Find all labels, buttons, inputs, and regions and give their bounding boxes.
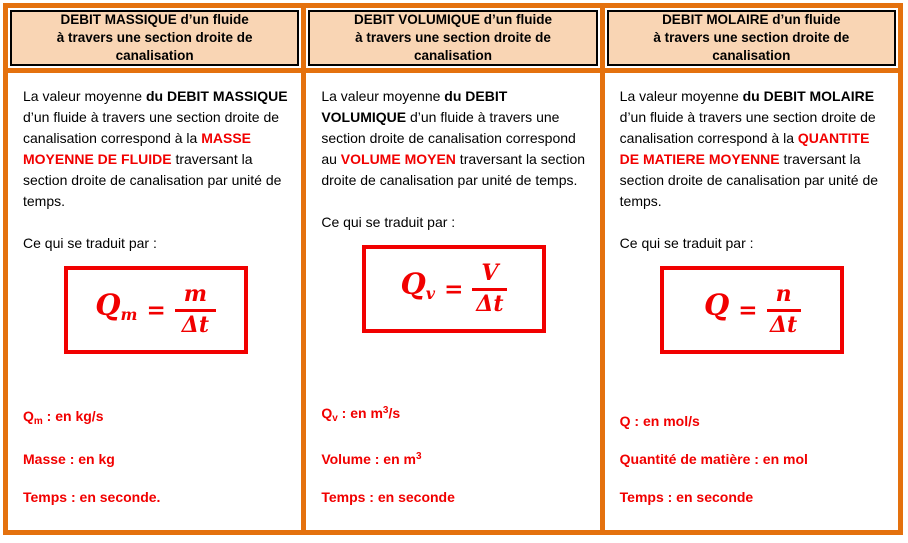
header-title-molaire <box>607 10 896 66</box>
definition-paragraph <box>23 86 288 212</box>
formula-intro: Ce qui se traduit par : <box>619 235 754 251</box>
fraction <box>767 282 801 338</box>
text-run: traversant la section droite de canalisation par unité de temps. <box>321 151 586 188</box>
fraction-numerator: m <box>175 282 216 311</box>
formula-subscript: m <box>120 305 138 324</box>
formula-box-q <box>660 266 844 354</box>
header-line: canalisation <box>712 48 791 63</box>
bold-run: du DEBIT MOLAIRE <box>742 88 875 104</box>
header-title-volumique <box>308 10 597 66</box>
header-cell-molaire <box>605 8 898 73</box>
equals-sign: = <box>738 296 758 324</box>
equals-sign: = <box>146 296 166 324</box>
body-cell-volumique <box>306 73 599 530</box>
formula-intro: Ce qui se traduit par : <box>23 235 157 251</box>
header-line: à travers une section droite de <box>355 30 551 45</box>
text-run: La valeur moyenne <box>321 88 445 104</box>
fraction-denominator: Δt <box>476 290 504 317</box>
red-emphasis-run: MASSE MOYENNE DE FLUIDE <box>23 130 252 167</box>
fraction <box>472 261 507 317</box>
formula-box-qv <box>362 245 546 333</box>
body-cell-molaire <box>605 73 898 530</box>
text-run: traversant la section droite de canalisation par unité de temps. <box>619 151 879 209</box>
text-run: d’un fluide à travers une section droite de canalisation correspond à la <box>23 109 280 146</box>
unit-line-flow: $Q_m$ : en kg/s <box>23 408 104 427</box>
unit-line-quantity: Volume : en $m^3$ <box>321 451 422 467</box>
equals-sign: = <box>444 275 464 303</box>
text-run: La valeur moyenne <box>23 88 146 104</box>
formula-lhs: Qv <box>400 267 436 303</box>
units-block <box>23 406 288 508</box>
fraction-denominator: Δt <box>769 311 798 338</box>
unit-subscript: v <box>332 413 338 424</box>
unit-line-time: Temps : en seconde <box>321 489 455 505</box>
column-debit-molaire <box>600 8 898 530</box>
header-line: à travers une section droite de <box>653 30 850 45</box>
text-run: d’un fluide à travers une section droite de canalisation correspond à la <box>619 109 876 146</box>
definition-paragraph <box>321 86 586 191</box>
units-block <box>620 411 885 508</box>
formula-lhs: Qm <box>95 288 138 324</box>
unit-subscript: m <box>33 416 43 427</box>
text-run: La valeur moyenne <box>619 88 743 104</box>
definition-paragraph <box>620 86 885 212</box>
header-cell-massique <box>8 8 301 73</box>
header-line: DEBIT VOLUMIQUE d’un fluide <box>353 12 552 27</box>
fraction-denominator: Δt <box>181 311 209 338</box>
fraction-numerator: V <box>472 261 507 290</box>
body-cell-massique <box>8 73 301 530</box>
header-line: DEBIT MASSIQUE d’un fluide <box>60 12 249 27</box>
formula-box-qm <box>64 266 248 354</box>
header-line: canalisation <box>413 48 492 63</box>
formula-lhs: Q <box>704 288 730 322</box>
unit-line-quantity: Masse : en kg <box>23 451 115 467</box>
unit-superscript: 3 <box>382 405 389 416</box>
column-debit-massique <box>8 8 301 530</box>
header-title-massique <box>10 10 299 66</box>
header-cell-volumique <box>306 8 599 73</box>
text-run: d’un fluide à travers une section droite de canalisation correspond au <box>321 109 576 167</box>
red-emphasis-run: VOLUME MOYEN <box>340 151 456 167</box>
fraction <box>175 282 216 338</box>
red-emphasis-run: QUANTITE DE MATIERE MOYENNE <box>619 130 870 167</box>
column-debit-volumique <box>301 8 599 530</box>
header-line: DEBIT MOLAIRE d’un fluide <box>662 12 841 27</box>
formula-subscript: v <box>425 284 436 303</box>
text-run: traversant la section droite de canalisation par unité de temps. <box>23 151 282 209</box>
debit-table <box>3 3 903 535</box>
units-block <box>321 400 586 508</box>
unit-line-time: Temps : en seconde. <box>23 489 161 505</box>
header-line: canalisation <box>115 48 194 63</box>
unit-line-flow: Q : en mol/s <box>619 413 700 429</box>
unit-line-flow: $Q_v$ : en $m^3/s$ <box>321 405 401 424</box>
unit-line-time: Temps : en seconde <box>619 489 754 505</box>
unit-line-quantity: Quantité de matière : en mol <box>619 451 808 467</box>
header-line: à travers une section droite de <box>56 30 253 45</box>
bold-run: du DEBIT VOLUMIQUE <box>321 88 508 125</box>
unit-superscript: 3 <box>415 451 422 462</box>
bold-run: du DEBIT MASSIQUE <box>145 88 288 104</box>
fraction-numerator: n <box>767 282 801 311</box>
formula-intro: Ce qui se traduit par : <box>321 214 456 230</box>
